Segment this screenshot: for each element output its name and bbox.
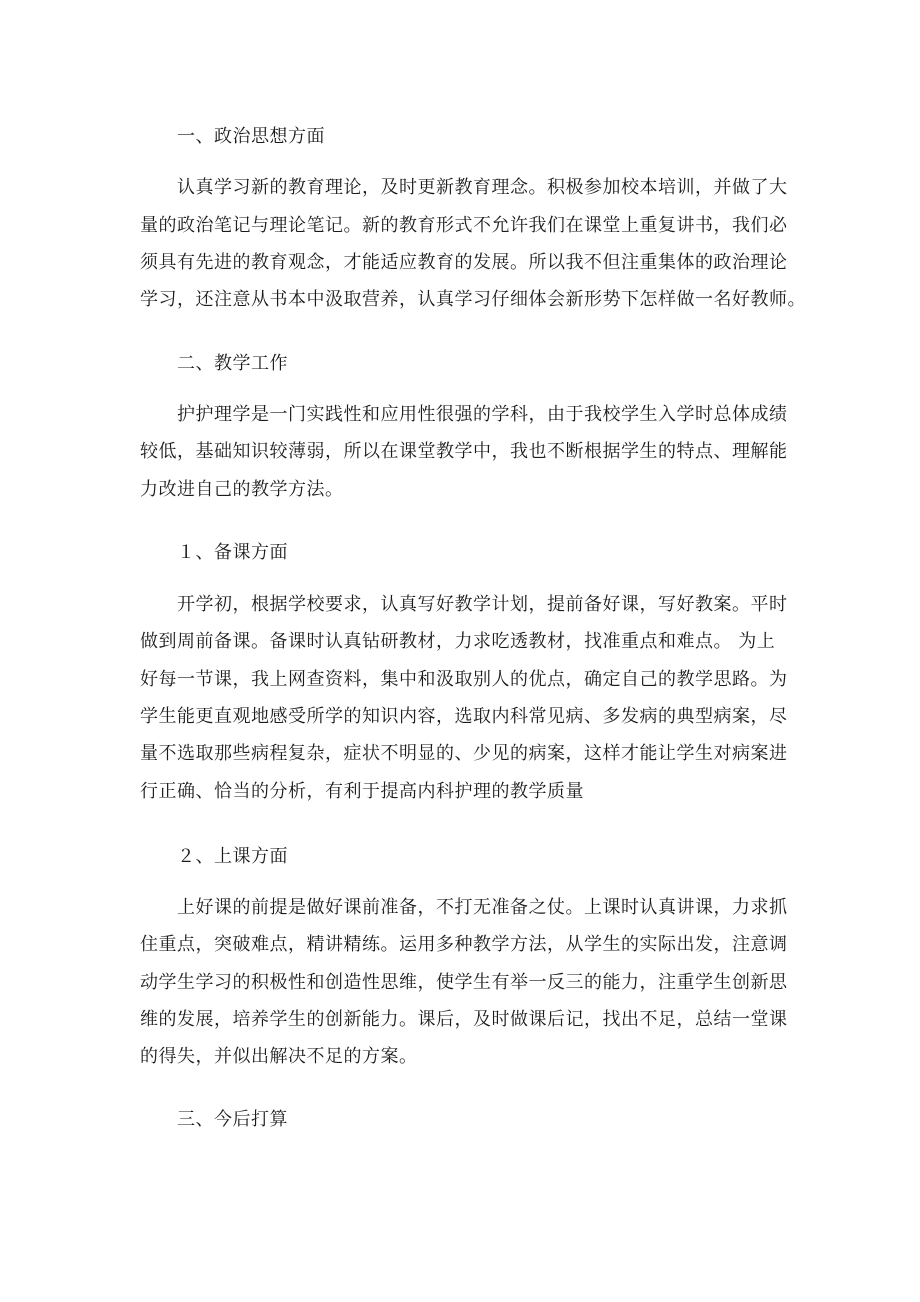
paragraph-line: 须具有先进的教育观念，才能适应教育的发展。所以我不但注重集体的政治理论: [140, 252, 788, 273]
section-heading-future-plans: 三、今后打算: [177, 1109, 288, 1130]
subsection-heading-class: ２、上课方面: [177, 846, 288, 867]
paragraph-line: 好每一节课，我上网查资料，集中和汲取别人的优点，确定自己的教学思路。为: [140, 669, 788, 690]
paragraph-line: 量不选取那些病程复杂，症状不明显的、少见的病案，这样才能让学生对病案进: [140, 743, 788, 764]
paragraph-line: 住重点，突破难点，精讲精练。运用多种教学方法，从学生的实际出发，注意调: [140, 934, 788, 955]
paragraph-line: 开学初，根据学校要求，认真写好教学计划，提前备好课，写好教案。平时: [177, 594, 788, 615]
paragraph-line: 上好课的前提是做好课前准备，不打无准备之仗。上课时认真讲课，力求抓: [177, 897, 788, 918]
paragraph-line: 较低，基础知识较薄弱，所以在课堂教学中，我也不断根据学生的特点、理解能: [140, 441, 788, 462]
paragraph-line: 做到周前备课。备课时认真钻研教材，力求吃透教材，找准重点和难点。 为上: [140, 631, 776, 652]
section-heading-teaching: 二、教学工作: [177, 353, 288, 374]
paragraph-line: 量的政治笔记与理论笔记。新的教育形式不允许我们在课堂上重复讲书，我们必: [140, 215, 788, 236]
paragraph-line: 动学生学习的积极性和创造性思维，使学生有举一反三的能力，注重学生创新思: [140, 972, 788, 993]
section-heading-political: 一、政治思想方面: [177, 126, 325, 147]
paragraph-line: 认真学习新的教育理论，及时更新教育理念。积极参加校本培训，并做了大: [177, 177, 788, 198]
paragraph-line: 维的发展，培养学生的创新能力。课后，及时做课后记，找出不足，总结一堂课: [140, 1009, 788, 1030]
subsection-heading-lesson-prep: １、备课方面: [177, 542, 288, 563]
paragraph-line: 学生能更直观地感受所学的知识内容，选取内科常见病、多发病的典型病案，尽: [140, 706, 788, 727]
paragraph-line: 行正确、恰当的分析，有利于提高内科护理的教学质量: [140, 781, 584, 802]
paragraph-line: 护护理学是一门实践性和应用性很强的学科，由于我校学生入学时总体成绩: [177, 404, 788, 425]
paragraph-line: 学习，还注意从书本中汲取营养，认真学习仔细体会新形势下怎样做一名好教师。: [140, 289, 806, 310]
paragraph-line: 力改进自己的教学方法。: [140, 479, 344, 500]
paragraph-line: 的得失，并似出解决不足的方案。: [140, 1046, 418, 1067]
